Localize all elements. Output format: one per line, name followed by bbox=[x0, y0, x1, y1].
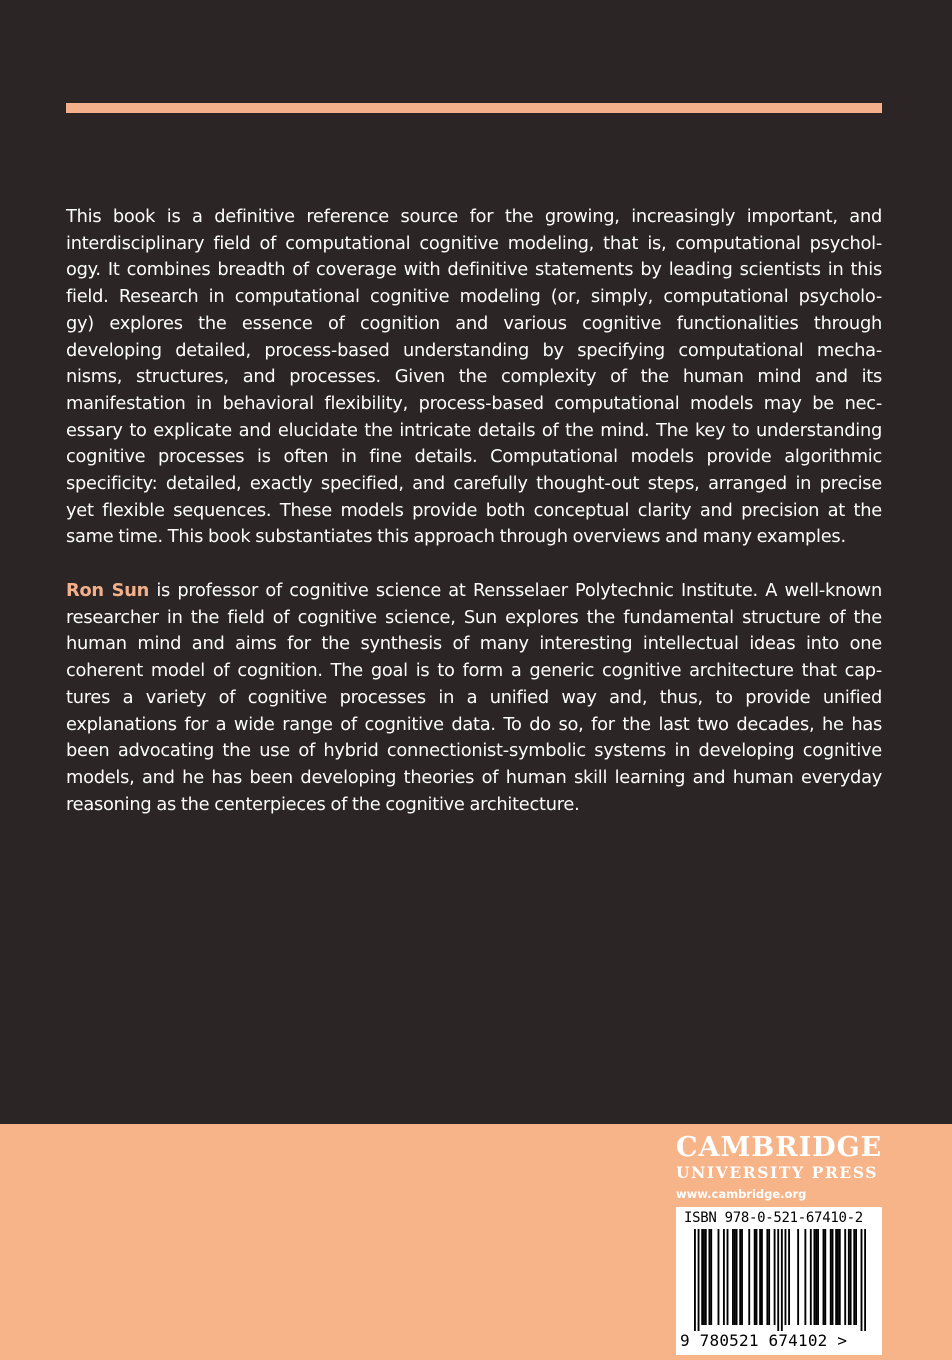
description-line: manifestation in behavioral flexibility, process-based computational models may be nec- bbox=[66, 392, 882, 414]
bio-line: coherent model of cognition. The goal is to form a generic cognitive architecture that cap- bbox=[66, 660, 882, 682]
barcode-bar bbox=[756, 1229, 758, 1325]
barcode-bar bbox=[748, 1229, 750, 1325]
barcode-bar bbox=[830, 1229, 832, 1325]
barcode-bar bbox=[723, 1229, 725, 1325]
description-line: This book is a definitive reference source for the growing, increasingly important, and bbox=[66, 206, 882, 227]
barcode-bar bbox=[855, 1229, 857, 1325]
author-bio bbox=[66, 578, 882, 818]
barcode-bar bbox=[817, 1229, 819, 1325]
bio-line: explanations for a wide range of cognitive data. To do so, for the last two decades, he has bbox=[66, 713, 882, 735]
description-line: essary to explicate and elucidate the intricate details of the mind. The key to understanding bbox=[66, 419, 882, 441]
barcode-bar bbox=[727, 1229, 729, 1325]
barcode-bar bbox=[850, 1229, 852, 1325]
barcode-bar bbox=[698, 1229, 700, 1331]
barcode-digits: 9 780521 674102 > bbox=[680, 1331, 848, 1350]
bio-line: researcher in the field of cognitive science, Sun explores the fundamental structure of the bbox=[66, 606, 882, 628]
barcode-bar bbox=[797, 1229, 799, 1325]
isbn-barcode bbox=[676, 1207, 882, 1355]
barcode-bar bbox=[741, 1229, 743, 1325]
description-line: field. Research in computational cognitive modeling (or, simply, computational psycholo- bbox=[66, 286, 882, 308]
barcode-bar bbox=[837, 1229, 839, 1325]
barcode-bar bbox=[823, 1229, 825, 1325]
description-line: specificity: detailed, exactly specified, and carefully thought-out steps, arranged in precise bbox=[66, 473, 882, 495]
barcode-bar bbox=[785, 1229, 787, 1325]
barcode-bar bbox=[761, 1229, 763, 1325]
barcode-bar bbox=[853, 1229, 855, 1325]
description-line: yet flexible sequences. These models provide both conceptual clarity and precision at the bbox=[66, 499, 882, 521]
bio-line: reasoning as the centerpieces of the cognitive architecture. bbox=[66, 793, 580, 815]
barcode-bar bbox=[815, 1229, 817, 1325]
barcode-bar bbox=[813, 1229, 815, 1325]
barcode-bar bbox=[824, 1229, 826, 1325]
barcode-bar bbox=[703, 1229, 705, 1325]
description-line: gy) explores the essence of cognition and various cognitive functionalities through bbox=[66, 312, 882, 334]
barcode-bar bbox=[701, 1229, 703, 1325]
barcode-bar bbox=[810, 1229, 812, 1325]
barcode-bar bbox=[732, 1229, 734, 1325]
barcode-bar bbox=[781, 1229, 783, 1331]
publisher-name: CAMBRIDGE bbox=[676, 1132, 883, 1163]
top-accent-rule bbox=[66, 103, 882, 113]
description-line: nisms, structures, and processes. Given the complexity of the human mind and its bbox=[66, 366, 882, 388]
publisher-url: www.cambridge.org bbox=[676, 1187, 807, 1201]
barcode-bar bbox=[739, 1229, 741, 1325]
barcode-bar bbox=[864, 1229, 866, 1331]
isbn-label: ISBN 978-0-521-67410-2 bbox=[684, 1210, 863, 1226]
barcode-bar bbox=[734, 1229, 736, 1325]
barcode-bar bbox=[736, 1229, 738, 1325]
barcode-bar bbox=[788, 1229, 790, 1325]
barcode-bar bbox=[754, 1229, 756, 1325]
barcode-bar bbox=[848, 1229, 850, 1325]
barcode-bar bbox=[768, 1229, 770, 1325]
barcode-bar bbox=[804, 1229, 806, 1325]
bio-first-line: is professor of cognitive science at Rensselaer Polytechnic Institute. A well-known bbox=[149, 580, 882, 601]
barcode-bar bbox=[705, 1229, 707, 1325]
description-paragraph bbox=[66, 204, 882, 551]
bio-rest bbox=[66, 605, 882, 819]
description-line: interdisciplinary field of computational cognitive modeling, that is, computational psychol- bbox=[66, 232, 882, 254]
description-line: same time. This book substantiates this approach through overviews and many examples. bbox=[66, 526, 846, 548]
barcode-bar bbox=[766, 1229, 768, 1325]
barcode-bars bbox=[694, 1229, 866, 1331]
description-line: cognitive processes is often in fine details. Computational models provide algorithmic bbox=[66, 446, 882, 468]
publisher-logo bbox=[676, 1133, 882, 1201]
barcode-bar bbox=[844, 1229, 846, 1325]
description-line: ogy. It combines breadth of coverage with definitive statements by leading scientists in this bbox=[66, 259, 882, 281]
publisher-subtitle: UNIVERSITY PRESS bbox=[676, 1163, 879, 1182]
barcode-bar bbox=[835, 1229, 837, 1325]
bio-line: been advocating the use of hybrid connectionist-symbolic systems in developing cognitive bbox=[66, 740, 882, 762]
bio-line: tures a variety of cognitive processes in a unified way and, thus, to provide unified bbox=[66, 686, 882, 708]
barcode-bar bbox=[708, 1229, 710, 1325]
barcode-bar bbox=[710, 1229, 712, 1325]
bio-line: human mind and aims for the synthesis of many interesting intellectual ideas into one bbox=[66, 633, 882, 655]
barcode-bar bbox=[718, 1229, 720, 1325]
barcode-bar bbox=[832, 1229, 834, 1325]
barcode-bar bbox=[694, 1229, 696, 1331]
description-line: developing detailed, process-based understanding by specifying computational mecha- bbox=[66, 339, 882, 361]
barcode-bar bbox=[861, 1229, 863, 1331]
barcode-bar bbox=[774, 1229, 776, 1325]
barcode-bar bbox=[759, 1229, 761, 1325]
author-name: Ron Sun bbox=[66, 580, 150, 601]
book-description bbox=[66, 204, 882, 551]
barcode-bar bbox=[839, 1229, 841, 1325]
barcode-bar bbox=[777, 1229, 779, 1331]
bio-paragraph bbox=[66, 578, 882, 818]
bio-line: models, and he has been developing theories of human skill learning and human everyday bbox=[66, 766, 882, 788]
